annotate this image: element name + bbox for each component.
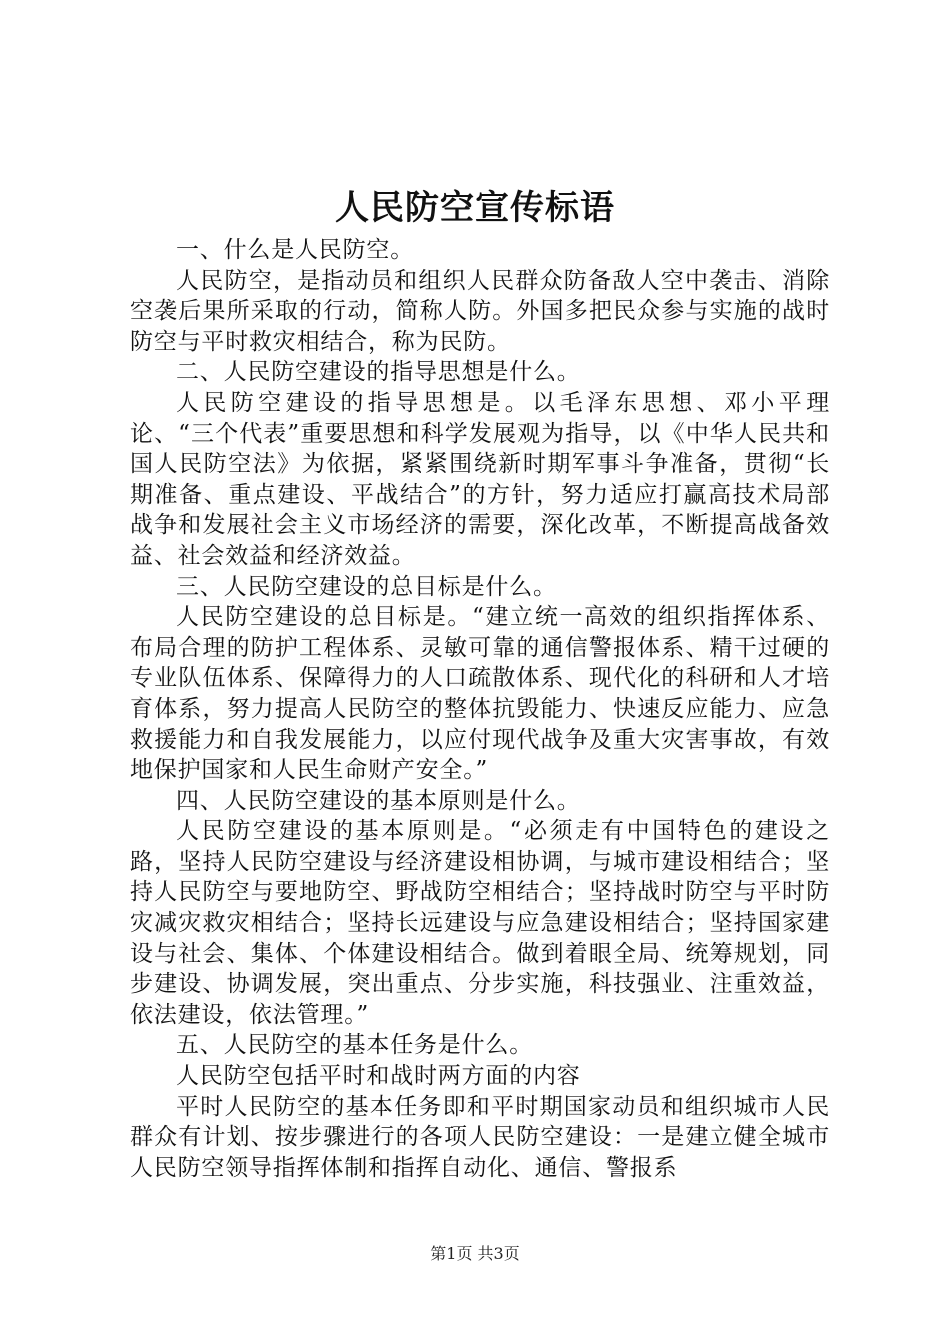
- page-footer: 第1页 共3页: [430, 1244, 520, 1263]
- paragraph-definition: 人民防空，是指动员和组织人民群众防备敌人空中袭击、消除空袭后果所采取的行动，简称人防。外国多把民众参与实施的战时防空与平时救灾相结合，称为民防。: [130, 267, 830, 355]
- paragraph-guiding-ideology: 人民防空建设的指导思想是。以毛泽东思想、邓小平理论、“三个代表”重要思想和科学发展观为指导，以《中华人民共和国人民防空法》为依据，紧紧围绕新时期军事斗争准备，贯彻“长期准备、重点建设、平战结合”的方针，努力适应打赢高技术局部战争和发展社会主义市场经济的需要，深化改革，不断提高战备效益、社会效益和经济效益。: [130, 389, 830, 569]
- section-heading-2: 二、人民防空建设的指导思想是什么。: [176, 359, 581, 386]
- section-heading-1: 一、什么是人民防空。: [176, 237, 414, 263]
- document-body: [130, 235, 830, 1183]
- paragraph-task-intro: 人民防空包括平时和战时两方面的内容: [176, 1063, 581, 1090]
- paragraph-overall-goal: 人民防空建设的总目标是。“建立统一高效的组织指挥体系、布局合理的防护工程体系、灵敏可靠的通信警报体系、精干过硬的专业队伍体系、保障得力的人口疏散体系、现代化的科研和人才培育体系，努力提高人民防空的整体抗毁能力、快速反应能力、应急救援能力和自我发展能力，以应付现代战争及重大灾害事故，有效地保护国家和人民生命财产安全。”: [130, 604, 830, 784]
- section-heading-3: 三、人民防空建设的总目标是什么。: [176, 573, 557, 600]
- paragraph-peacetime-tasks: 平时人民防空的基本任务即和平时期国家动员和组织城市人民群众有计划、按步骤进行的各项人民防空建设：一是建立健全城市人民防空领导指挥体制和指挥自动化、通信、警报系: [130, 1093, 830, 1181]
- section-heading-4: 四、人民防空建设的基本原则是什么。: [176, 787, 581, 814]
- paragraph-basic-principles: 人民防空建设的基本原则是。“必须走有中国特色的建设之路，坚持人民防空建设与经济建设相协调，与城市建设相结合；坚持人民防空与要地防空、野战防空相结合；坚持战时防空与平时防灾减灾救灾相结合；坚持长远建设与应急建设相结合；坚持国家建设与社会、集体、个体建设相结合。做到着眼全局、统筹规划，同步建设、协调发展，突出重点、分步实施，科技强业、注重效益，依法建设，依法管理。”: [130, 818, 830, 1028]
- section-heading-5: 五、人民防空的基本任务是什么。: [176, 1032, 533, 1059]
- document-title: 人民防空宣传标语: [335, 188, 615, 228]
